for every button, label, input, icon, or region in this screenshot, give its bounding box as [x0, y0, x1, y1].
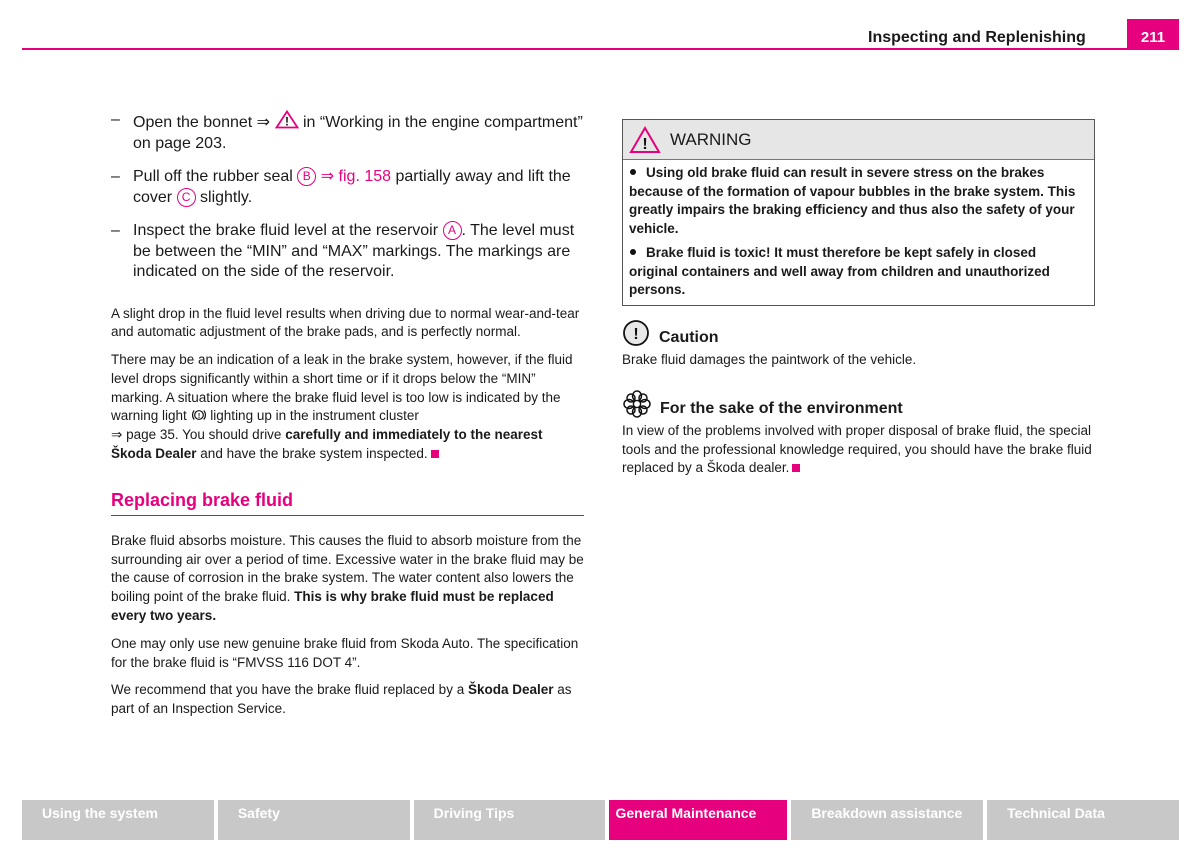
header-rule	[22, 48, 1179, 50]
callout-badge-c: C	[177, 188, 196, 207]
svg-text:!: !	[642, 135, 648, 153]
tab-using-the-system[interactable]: Using the system	[22, 800, 214, 840]
svg-text:!: !	[197, 413, 200, 421]
tab-driving-tips[interactable]: Driving Tips	[414, 800, 606, 840]
caution-text: Brake fluid damages the paintwork of the vehicle.	[622, 351, 917, 367]
figure-link[interactable]: ⇒ fig. 158	[316, 168, 392, 185]
left-column	[111, 110, 584, 728]
paragraph: One may only use new genuine brake fluid from Skoda Auto. The specification for the brake fluid is “FMVSS 116 DOT 4”.	[111, 635, 579, 670]
end-of-section-marker	[431, 450, 439, 458]
brake-warning-lamp-icon	[191, 408, 207, 422]
warning-triangle-icon	[275, 110, 299, 129]
environment-icon	[622, 390, 652, 418]
tab-breakdown-assistance[interactable]: Breakdown assistance	[791, 800, 983, 840]
warning-label: WARNING	[670, 129, 752, 149]
warning-box	[622, 119, 1095, 306]
warning-triangle-icon	[629, 126, 661, 154]
tab-technical-data[interactable]: Technical Data	[987, 800, 1179, 840]
tab-general-maintenance[interactable]: General Maintenance	[609, 800, 787, 840]
page-header-title: Inspecting and Replenishing	[868, 29, 1086, 46]
section-title: Replacing brake fluid	[111, 490, 584, 516]
caution-icon	[622, 320, 651, 347]
footer-nav	[22, 800, 1179, 840]
callout-badge-a: A	[443, 221, 462, 240]
paragraph: A slight drop in the fluid level results when driving due to normal wear-and-tear and automatic adjustment of the brake pads, and is perfectly normal.	[111, 305, 580, 340]
environment-text: In view of the problems involved with proper disposal of brake fluid, the special tools and the professional knowledge required, you should have the brake fluid replaced by a Škoda dealer.	[622, 422, 1092, 476]
environment-heading: For the sake of the environment	[622, 390, 1095, 418]
bullet-icon	[630, 169, 636, 175]
step-item: – Open the bonnet ⇒ ! in “Working in the engine compartment” on page 203.	[111, 111, 583, 152]
step-item: – Inspect the brake fluid level at the reservoir A . The level must be between the “MIN” and “MAX” markings. The markings are indicated on the side of the reservoir.	[111, 222, 575, 280]
list-item: Using old brake fluid can result in severe stress on the brakes because of the formation of vapour bubbles in the brake system. This greatly impairs the braking efficiency and thus also the safety of your vehicle.	[629, 165, 1076, 237]
page-number: 211	[1127, 19, 1179, 50]
warning-box-header	[623, 120, 1094, 160]
end-of-section-marker	[792, 464, 800, 472]
list-item: Brake fluid is toxic! It must therefore be kept safely in closed original containers and well away from children and unauthorized persons.	[629, 244, 1050, 298]
svg-text:!: !	[284, 114, 289, 129]
bullet-icon	[630, 249, 636, 255]
paragraph: We recommend that you have the brake fluid replaced by a Škoda Dealer as part of an Inspection Service.	[111, 682, 572, 717]
warning-box-body	[623, 160, 1094, 305]
right-column	[622, 119, 1095, 478]
svg-text:!: !	[633, 325, 639, 343]
paragraph: There may be an indication of a leak in the brake system, however, if the fluid level drops significantly within a short time or if it drops below the “MIN” marking. A situation where the brake fluid level is too low is indicated by the warning light ! lighting up in the instrument cluster ⇒ page 35. You should drive carefully and immediately to the nearest Škoda Dealer and have the brake system inspected.	[111, 352, 573, 462]
caution-heading: ! Caution	[622, 320, 1095, 347]
tab-safety[interactable]: Safety	[218, 800, 410, 840]
callout-badge-b: B	[297, 167, 316, 186]
step-item: – Pull off the rubber seal B ⇒ fig. 158 partially away and lift the cover C slightly.	[111, 168, 571, 206]
paragraph: Brake fluid absorbs moisture. This causes the fluid to absorb moisture from the surrounding air over a period of time. Excessive water in the brake fluid may be the cause of corrosion in the brake system. The water content also lowers the boiling point of the brake fluid. This is why brake fluid must be replaced every two years.	[111, 532, 584, 624]
